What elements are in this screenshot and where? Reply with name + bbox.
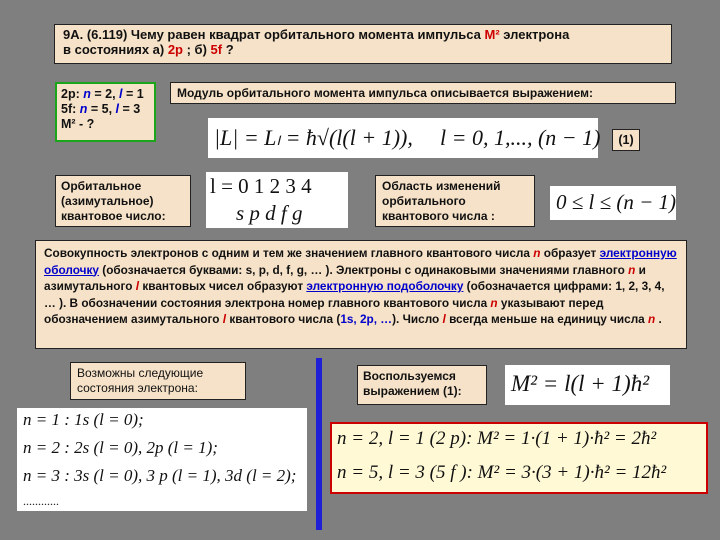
l-letters-row: s p d f g: [236, 201, 303, 225]
state-n3: n = 3 : 3s (l = 0), 3 p (l = 1), 3d (l = 2);: [23, 466, 297, 485]
result-5f: n = 5, l = 3 (5 f ): M² = 3·(3 + 1)·ħ² = 12ħ²: [337, 462, 667, 483]
modulus-label: Модуль орбитального момента импульса описывается выражением:: [170, 82, 676, 104]
given-line-2: 5f: n = 5, l = 3: [61, 102, 141, 116]
l-letter-table: [206, 172, 348, 228]
title-m2: M²: [484, 27, 500, 42]
result-2p: n = 2, l = 1 (2 p): M² = 1·(1 + 1)·ħ² = 2ħ²: [337, 428, 657, 449]
title-text: 9А. (6.119) Чему равен квадрат орбитального момента импульса: [63, 27, 485, 42]
m2-formula: M² = l(l + 1)ħ²: [505, 365, 670, 405]
title-line2: в состояниях а): [63, 42, 168, 57]
formula-1-rhs: l = 0, 1,..., (n − 1): [440, 125, 601, 150]
title-text-2: электрона: [499, 27, 570, 42]
results-box: [330, 422, 708, 494]
l-values-row: l = 0 1 2 3 4: [210, 174, 312, 198]
link-electron-subshell: электронную подоболочку: [306, 279, 464, 293]
title-q: ?: [222, 42, 234, 57]
title-case-b: 5f: [210, 42, 223, 57]
formula-number: (1): [612, 129, 640, 151]
range-label: Область изменений орбитального квантового числа :: [375, 175, 535, 227]
given-box: [55, 82, 156, 142]
shells-paragraph: Совокупность электронов с одним и тем же значением главного квантового числа n образует электронную оболочку (обозначается буквами: s, p, d, f, g, … ). Электроны с одинаковыми значениями главного n и азимутального l квантовых чисел образуют электронную подоболочку (обозначается цифрами: 1, 2, 3, 4, … ). В обозначении состояния электрона номер главного квантового числа n указывают перед обозначением азимутального l квантового числа (1s, 2p, …). Число l всегда меньше на единицу числа n .: [35, 240, 687, 349]
orbital-label: Орбитальное (азимутальное) квантовое число:: [55, 175, 191, 227]
state-n2: n = 2 : 2s (l = 0), 2p (l = 1);: [23, 438, 218, 457]
states-label: Возможны следующие состояния электрона:: [70, 362, 246, 400]
given-line-1: 2p: n = 2, l = 1: [61, 87, 144, 101]
link-electron-shell: электронную оболочку: [44, 246, 677, 277]
problem-title: [54, 24, 672, 64]
title-case-a: 2p: [167, 42, 183, 57]
given-line-3: M² - ?: [61, 117, 95, 131]
state-ellipsis: ............: [23, 494, 59, 508]
state-n1: n = 1 : 1s (l = 0);: [23, 410, 144, 429]
formula-1: [208, 118, 601, 158]
vertical-divider: [316, 358, 322, 530]
range-expression: 0 ≤ l ≤ (n − 1): [550, 186, 676, 220]
states-list: [17, 408, 307, 511]
use-label: Воспользуемся выражением (1):: [357, 365, 487, 405]
formula-1-lhs: |L| = Lₗ = ħ√(l(l + 1)),: [214, 125, 413, 150]
title-sep: ; б): [183, 42, 211, 57]
